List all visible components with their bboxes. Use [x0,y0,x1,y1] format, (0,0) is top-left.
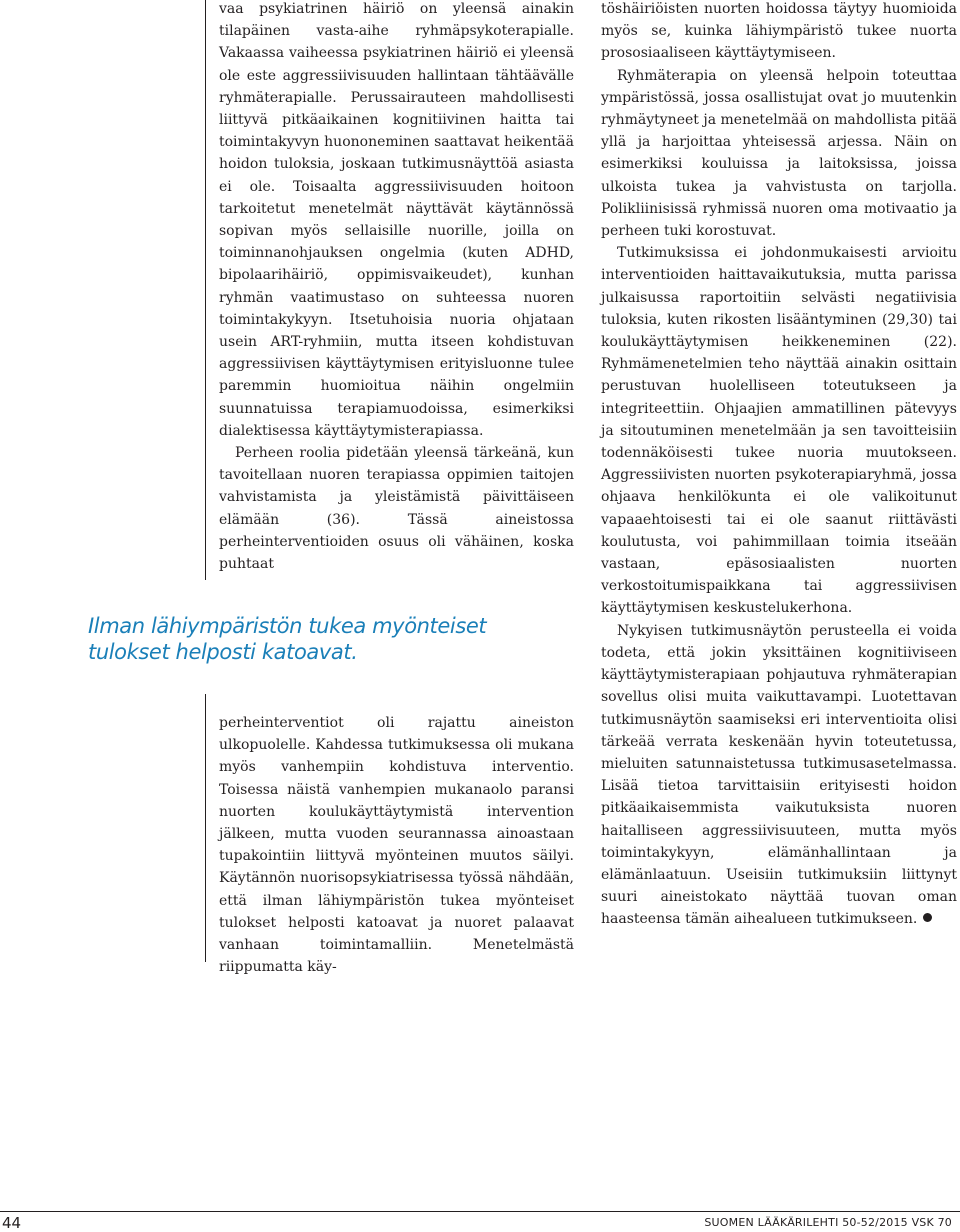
column-rule-bottom [205,694,206,962]
paragraph: perheinterventiot oli rajattu aineiston ulkopuolelle. Kahdessa tutkimuksessa oli mukana myös vanhempiin kohdistuva interventio. Toisessa näistä vanhempien mukanaolo paransi nuorten koulukäyttäytymistä intervention jälkeen, mutta vuoden seurannassa ainoastaan tupakointiin liittyvä myönteinen muutos säilyi. Käytännön nuorisopsykiatrisessa työssä nähdään, että ilman lähiympäristön tukea myönteiset tulokset helposti katoavat ja nuoret palaavat vanhaan toimintamalliin. Menetelmästä riippumatta käy- [219,715,574,976]
end-of-article-bullet-icon [923,913,932,922]
pull-quote: Ilman lähiympäristön tukea myönteiset tulokset helposti katoavat. [88,614,487,664]
right-column [601,0,957,931]
paragraph: Ryhmäterapia on yleensä helpoin toteuttaa ympäristössä, jossa osallistujat ovat jo muutenkin ryhmäytyneet ja menetelmää on mahdollista pitää yllä ja harjoittaa yhteisessä arjessa. Näin on esimerkiksi kouluissa ja laitoksissa, joissa ulkoista tukea ja vahvistusta on tarjolla. Polikliinisissä ryhmissä nuoren oma motivaatio ja perheen tuki korostuvat. [601,67,957,240]
column-rule-top [205,0,206,580]
paragraph: Tutkimuksissa ei johdonmukaisesti arvioitu interventioiden haittavaikutuksia, mutta parissa julkaisussa raportoitiin selvästi negatiivisia tuloksia, kuten rikosten lisääntyminen (29,30) tai koulukäyttäytymisen heikkeneminen (22). Ryhmämenetelmien teho näyttää ainakin osittain perustuvan huolelliseen toteutukseen ja integriteettiin. Ohjaajien ammatillinen pätevyys ja sitoutuminen menetelmään ja sen tavoitteisiin todennäköisesti tukee nuoria muutokseen. Aggressiivisten nuorten psykoterapiaryhmä, jossa ohjaava henkilökunta ei ole valikoitunut vapaaehtoisesti tai ei ole saanut riittävästi koulutusta, voi pahimmillaan toimia itseään vastaan, epäsosiaalisten nuorten verkostoitumispaikkana tai aggressiivisen käyttäytymisen keskustelukerhona. [601,245,957,617]
paragraph-last [601,620,957,931]
footer-rule [0,1211,960,1212]
paragraph: vaa psykiatrinen häiriö on yleensä ainakin tilapäinen vasta-aihe ryhmäpsykoterapialle. Vakaassa vaiheessa psykiatrinen häiriö ei yleensä ole este aggressiivisuuden hallintaan tähtäävälle ryhmäterapialle. Perussairauteen mahdollisesti liittyvä pitkäaikainen kognitiivinen haitta tai toimintakyvyn huononeminen saattavat heikentää hoidon tuloksia, joskaan tutkimusnäyttöä asiasta ei ole. Toisaalta aggressiivisuuden hoitoon tarkoitetut menetelmät näyttävät käytännössä sopivan myös sellaisille nuorille, joilla on toiminnanohjauksen ongelmia (kuten ADHD, bipolaarihäiriö, oppimisvaikeudet), kunhan ryhmän vaatimustaso on suhteessa nuoren toimintakykyyn. Itsetuhoisia nuoria ohjataan usein ART-ryhmiin, mutta itseen kohdistuvan aggressiivisen käyttäytymisen erityisluonne tulee paremmin huomioitua näihin ongelmiin suunnatuissa terapiamuodoissa, esimerkiksi dialektisessa käyttäytymisterapiassa. [219,1,574,439]
middle-column-top [219,0,574,575]
paragraph-text: Nykyisen tutkimusnäytön perusteella ei voida todeta, että jokin yksittäinen kognitiiviseen käyttäytymisterapiaan pohjautuva ryhmäterapian sovellus olisi muita vaikuttavampi. Luotettavan tutkimusnäytön saamiseksi eri interventioita olisi tärkeää verrata keskenään hyvin toteutetussa, mieluiten satunnaistetussa tutkimusasetelmassa. Lisää tietoa tarvittaisiin erityisesti hoidon pitkäaikaisemmista vaikutuksista nuoren haitalliseen aggressiivisuuteen, mutta myös toimintakykyyn, elämänhallintaan ja elämänlaatuun. Useisiin tutkimuksiin liittynyt suuri aineistokato näyttää tuovan oman haasteensa tämän aihealueen tutkimukseen. [601,622,957,928]
journal-info: SUOMEN LÄÄKÄRILEHTI 50-52/2015 VSK 70 [704,1216,952,1229]
page-number: 44 [2,1214,22,1232]
middle-column-bottom [219,712,574,978]
paragraph: töshäiriöisten nuorten hoidossa täytyy huomioida myös se, kuinka lähiympäristö tukee nuorta prososiaaliseen käyttäytymiseen. [601,1,957,62]
paragraph: Perheen roolia pidetään yleensä tärkeänä, kun tavoitellaan nuoren terapiassa oppimien taitojen vahvistamista ja yleistämistä päivittäiseen elämään (36). Tässä aineistossa perheinterventioiden osuus oli vähäinen, koska puhtaat [219,445,574,573]
